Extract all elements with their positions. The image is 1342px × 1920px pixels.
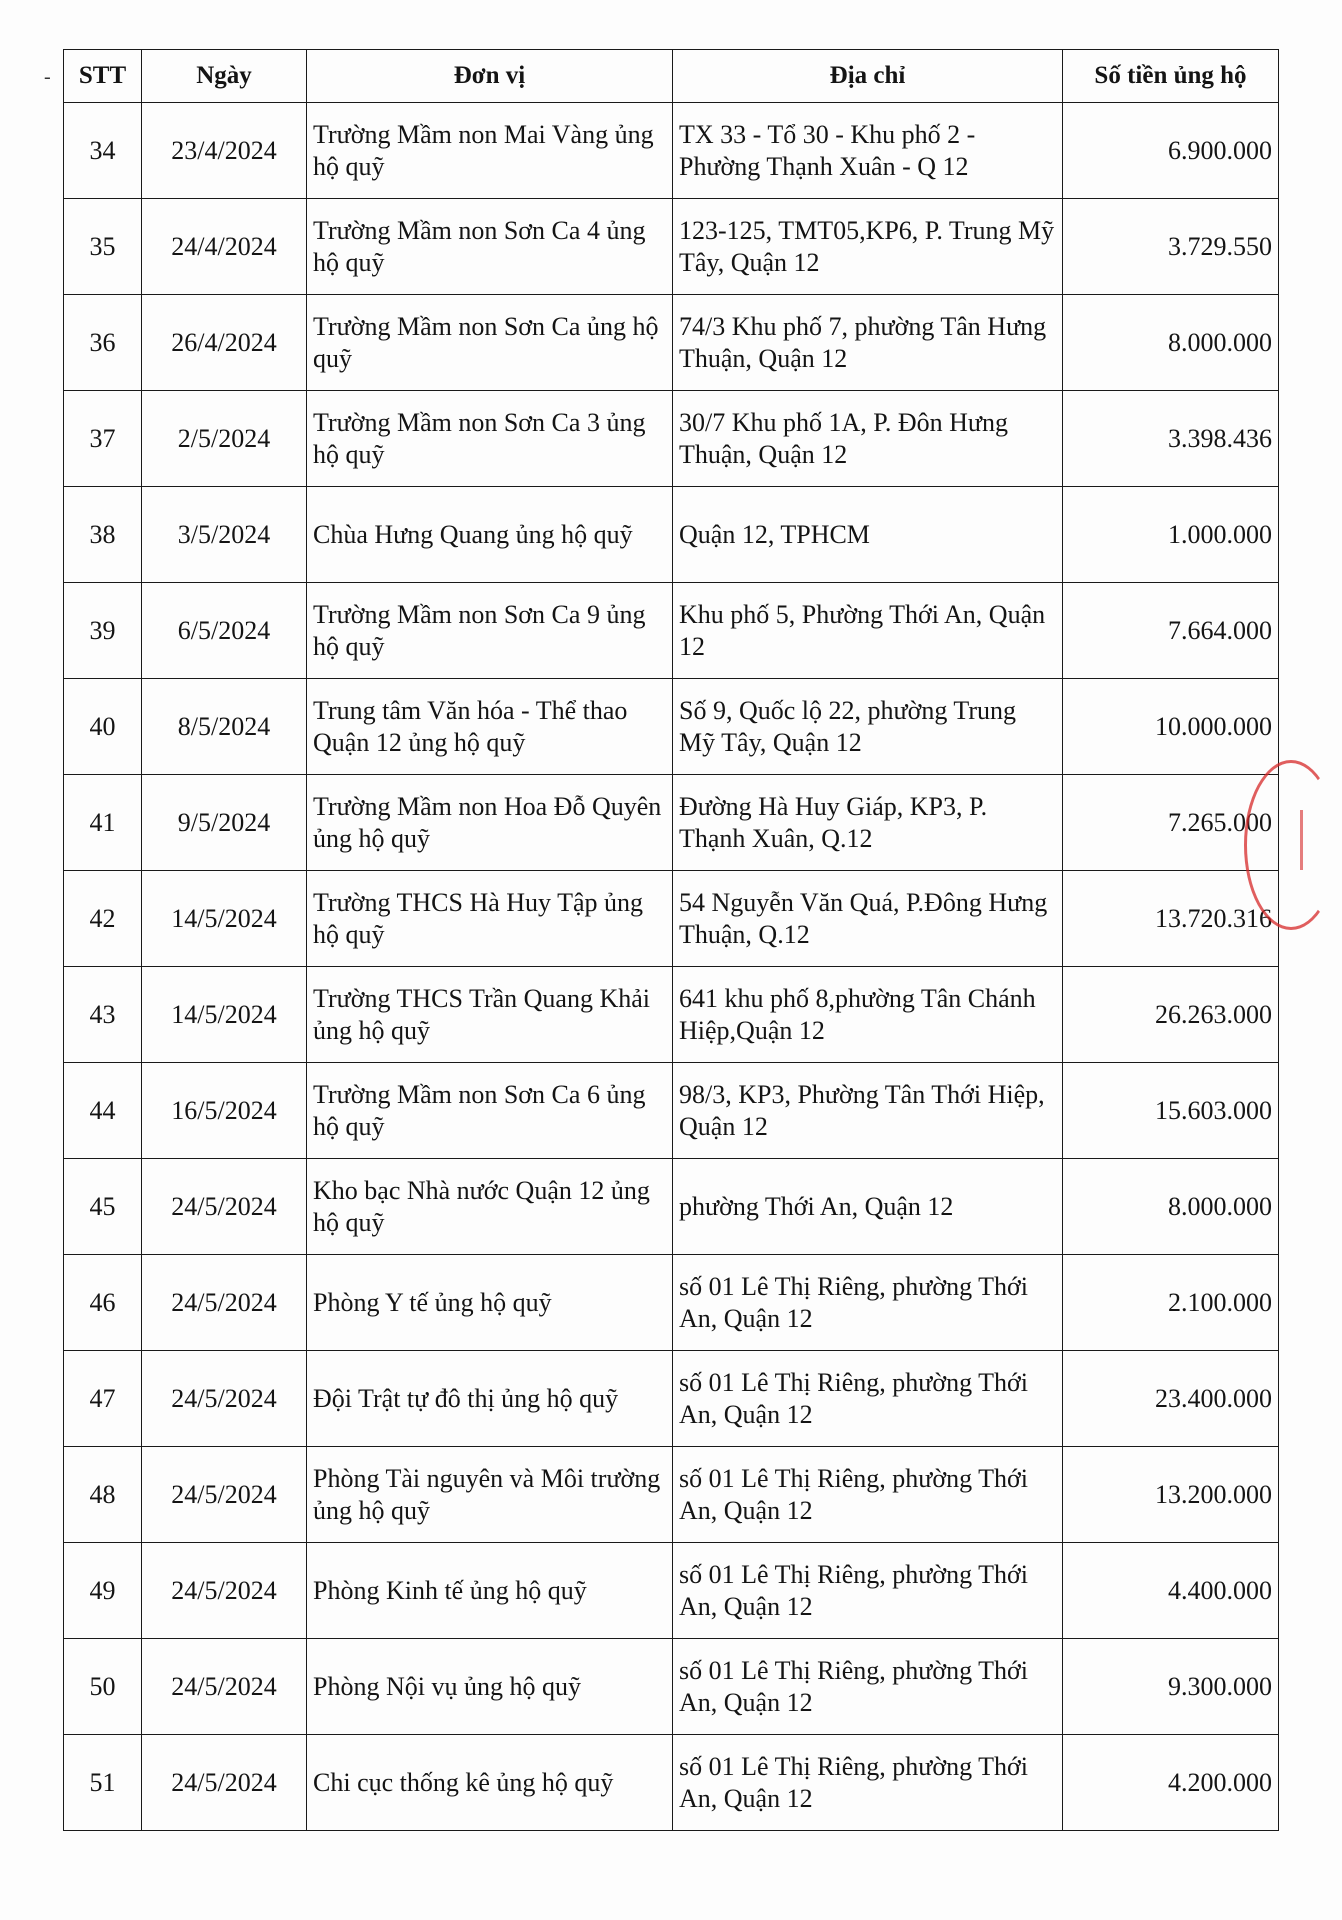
row-address: Số 9, Quốc lộ 22, phường Trung Mỹ Tây, Quận 12 — [673, 679, 1063, 775]
row-unit: Đội Trật tự đô thị ủng hộ quỹ — [307, 1351, 673, 1447]
row-address: số 01 Lê Thị Riêng, phường Thới An, Quận 12 — [673, 1351, 1063, 1447]
row-address: số 01 Lê Thị Riêng, phường Thới An, Quận 12 — [673, 1543, 1063, 1639]
donation-table — [63, 49, 1279, 1831]
table-row — [64, 1447, 1279, 1543]
row-amount: 13.200.000 — [1063, 1447, 1279, 1543]
row-stt: 43 — [64, 967, 142, 1063]
row-stt: 50 — [64, 1639, 142, 1735]
row-amount: 1.000.000 — [1063, 487, 1279, 583]
row-amount: 3.398.436 — [1063, 391, 1279, 487]
row-unit: Trường THCS Trần Quang Khải ủng hộ quỹ — [307, 967, 673, 1063]
row-amount: 23.400.000 — [1063, 1351, 1279, 1447]
header-amount: Số tiền ủng hộ — [1063, 50, 1279, 103]
row-date: 24/5/2024 — [142, 1447, 307, 1543]
table-body — [64, 103, 1279, 1831]
table-row — [64, 295, 1279, 391]
row-address: 123-125, TMT05,KP6, P. Trung Mỹ Tây, Quận 12 — [673, 199, 1063, 295]
row-address: 98/3, KP3, Phường Tân Thới Hiệp, Quận 12 — [673, 1063, 1063, 1159]
stamp-mark — [1300, 810, 1303, 870]
row-date: 8/5/2024 — [142, 679, 307, 775]
row-stt: 51 — [64, 1735, 142, 1831]
header-date: Ngày — [142, 50, 307, 103]
row-amount: 4.400.000 — [1063, 1543, 1279, 1639]
table-row — [64, 583, 1279, 679]
table-row — [64, 487, 1279, 583]
header-row — [64, 50, 1279, 103]
row-date: 6/5/2024 — [142, 583, 307, 679]
row-amount: 2.100.000 — [1063, 1255, 1279, 1351]
row-address: 54 Nguyễn Văn Quá, P.Đông Hưng Thuận, Q.12 — [673, 871, 1063, 967]
row-stt: 39 — [64, 583, 142, 679]
row-stt: 36 — [64, 295, 142, 391]
table-row — [64, 103, 1279, 199]
row-address: 74/3 Khu phố 7, phường Tân Hưng Thuận, Quận 12 — [673, 295, 1063, 391]
table-row — [64, 1639, 1279, 1735]
row-stt: 49 — [64, 1543, 142, 1639]
row-amount: 9.300.000 — [1063, 1639, 1279, 1735]
row-unit: Trường Mầm non Sơn Ca 4 ủng hộ quỹ — [307, 199, 673, 295]
row-unit: Phòng Kinh tế ủng hộ quỹ — [307, 1543, 673, 1639]
row-stt: 47 — [64, 1351, 142, 1447]
row-amount: 26.263.000 — [1063, 967, 1279, 1063]
table-row — [64, 1255, 1279, 1351]
row-date: 24/4/2024 — [142, 199, 307, 295]
row-unit: Chi cục thống kê ủng hộ quỹ — [307, 1735, 673, 1831]
row-unit: Trường THCS Hà Huy Tập ủng hộ quỹ — [307, 871, 673, 967]
row-amount: 7.664.000 — [1063, 583, 1279, 679]
row-amount: 3.729.550 — [1063, 199, 1279, 295]
header-stt: STT — [64, 50, 142, 103]
row-date: 26/4/2024 — [142, 295, 307, 391]
row-amount: 6.900.000 — [1063, 103, 1279, 199]
table-row — [64, 199, 1279, 295]
row-date: 23/4/2024 — [142, 103, 307, 199]
row-amount: 13.720.316 — [1063, 871, 1279, 967]
row-address: Khu phố 5, Phường Thới An, Quận 12 — [673, 583, 1063, 679]
row-stt: 44 — [64, 1063, 142, 1159]
row-stt: 38 — [64, 487, 142, 583]
row-amount: 15.603.000 — [1063, 1063, 1279, 1159]
row-stt: 46 — [64, 1255, 142, 1351]
row-unit: Phòng Nội vụ ủng hộ quỹ — [307, 1639, 673, 1735]
row-address: số 01 Lê Thị Riêng, phường Thới An, Quận 12 — [673, 1255, 1063, 1351]
row-stt: 45 — [64, 1159, 142, 1255]
table-row — [64, 775, 1279, 871]
row-unit: Trường Mầm non Sơn Ca 6 ủng hộ quỹ — [307, 1063, 673, 1159]
row-date: 24/5/2024 — [142, 1255, 307, 1351]
row-stt: 48 — [64, 1447, 142, 1543]
table-row — [64, 391, 1279, 487]
table-row — [64, 1063, 1279, 1159]
row-amount: 8.000.000 — [1063, 295, 1279, 391]
table-row — [64, 679, 1279, 775]
row-unit: Trường Mầm non Mai Vàng ủng hộ quỹ — [307, 103, 673, 199]
table-row — [64, 1351, 1279, 1447]
row-amount: 8.000.000 — [1063, 1159, 1279, 1255]
row-stt: 37 — [64, 391, 142, 487]
table-header — [64, 50, 1279, 103]
row-address: phường Thới An, Quận 12 — [673, 1159, 1063, 1255]
table-row — [64, 1543, 1279, 1639]
table-row — [64, 967, 1279, 1063]
row-stt: 35 — [64, 199, 142, 295]
row-unit: Trường Mầm non Sơn Ca 3 ủng hộ quỹ — [307, 391, 673, 487]
row-address: TX 33 - Tổ 30 - Khu phố 2 - Phường Thạnh Xuân - Q 12 — [673, 103, 1063, 199]
row-stt: 41 — [64, 775, 142, 871]
row-stt: 40 — [64, 679, 142, 775]
row-unit: Trường Mầm non Sơn Ca 9 ủng hộ quỹ — [307, 583, 673, 679]
row-date: 24/5/2024 — [142, 1543, 307, 1639]
row-address: số 01 Lê Thị Riêng, phường Thới An, Quận 12 — [673, 1639, 1063, 1735]
row-address: 641 khu phố 8,phường Tân Chánh Hiệp,Quận 12 — [673, 967, 1063, 1063]
row-address: số 01 Lê Thị Riêng, phường Thới An, Quận 12 — [673, 1735, 1063, 1831]
header-unit: Đơn vị — [307, 50, 673, 103]
table-row — [64, 871, 1279, 967]
row-unit: Trường Mầm non Sơn Ca ủng hộ quỹ — [307, 295, 673, 391]
row-date: 14/5/2024 — [142, 967, 307, 1063]
row-date: 24/5/2024 — [142, 1159, 307, 1255]
row-date: 24/5/2024 — [142, 1735, 307, 1831]
row-unit: Phòng Tài nguyên và Môi trường ủng hộ quỹ — [307, 1447, 673, 1543]
row-address: Quận 12, TPHCM — [673, 487, 1063, 583]
header-address: Địa chỉ — [673, 50, 1063, 103]
row-stt: 42 — [64, 871, 142, 967]
row-amount: 7.265.000 — [1063, 775, 1279, 871]
table-row — [64, 1735, 1279, 1831]
row-amount: 4.200.000 — [1063, 1735, 1279, 1831]
row-address: số 01 Lê Thị Riêng, phường Thới An, Quận 12 — [673, 1447, 1063, 1543]
red-seal-stamp-icon — [1244, 760, 1338, 930]
row-address: Đường Hà Huy Giáp, KP3, P. Thạnh Xuân, Q.12 — [673, 775, 1063, 871]
row-date: 2/5/2024 — [142, 391, 307, 487]
row-amount: 10.000.000 — [1063, 679, 1279, 775]
table-row — [64, 1159, 1279, 1255]
row-unit: Kho bạc Nhà nước Quận 12 ủng hộ quỹ — [307, 1159, 673, 1255]
row-date: 24/5/2024 — [142, 1351, 307, 1447]
row-date: 16/5/2024 — [142, 1063, 307, 1159]
row-unit: Chùa Hưng Quang ủng hộ quỹ — [307, 487, 673, 583]
row-date: 3/5/2024 — [142, 487, 307, 583]
row-unit: Trung tâm Văn hóa - Thể thao Quận 12 ủng hộ quỹ — [307, 679, 673, 775]
row-address: 30/7 Khu phố 1A, P. Đôn Hưng Thuận, Quận 12 — [673, 391, 1063, 487]
row-date: 24/5/2024 — [142, 1639, 307, 1735]
row-date: 9/5/2024 — [142, 775, 307, 871]
row-unit: Trường Mầm non Hoa Đỗ Quyên ủng hộ quỹ — [307, 775, 673, 871]
row-date: 14/5/2024 — [142, 871, 307, 967]
row-unit: Phòng Y tế ủng hộ quỹ — [307, 1255, 673, 1351]
row-stt: 34 — [64, 103, 142, 199]
margin-mark: - — [44, 66, 51, 88]
